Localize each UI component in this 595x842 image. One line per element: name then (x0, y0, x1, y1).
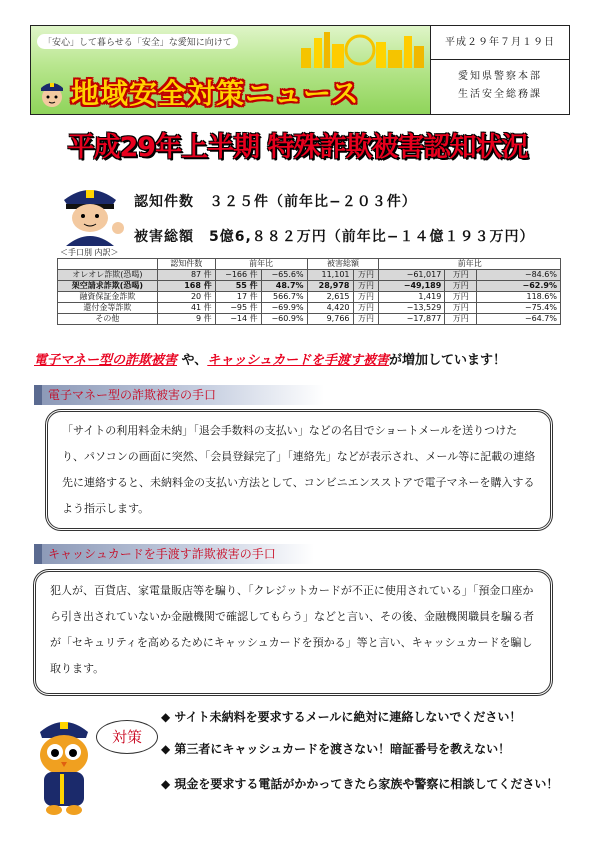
table-cell-pct: −69.9% (261, 303, 307, 314)
org-line-1: 愛知県警察本部 (458, 71, 542, 82)
police-mascot-icon (39, 78, 65, 108)
table-row (58, 270, 561, 281)
table-cell-apct: 118.6% (477, 292, 561, 303)
table-cell-aunit: 万円 (445, 314, 477, 325)
table-header-row (58, 259, 561, 270)
section-title-emoney: 電子マネー型の詐欺被害の手口 (34, 385, 324, 405)
table-cell-count: 168 件 (157, 281, 215, 292)
table-row (58, 292, 561, 303)
tip-cashcard: ◆ 第三者にキャッシュカードを渡さない！暗証番号を教えない！ (161, 742, 511, 756)
header-banner (31, 26, 431, 114)
table-cell-name: 融資保証金詐欺 (58, 292, 158, 303)
alert-line (34, 349, 506, 368)
fraud-breakdown-table (57, 258, 561, 325)
table-cell-amount: 28,978 (307, 281, 353, 292)
tagline: 「安心」して暮らせる「安全」な愛知に向けて (37, 34, 238, 49)
damage-total-summary: 被害総額 5億6,８８２万円（前年比−１４億１９３万円） (134, 229, 535, 245)
table-cell-count: 87 件 (157, 270, 215, 281)
table-cell-unit: 万円 (353, 270, 379, 281)
table-cell-unit: 万円 (353, 314, 379, 325)
table-cell-name: 架空請求詐欺(恐喝) (58, 281, 158, 292)
table-cell-pct: 566.7% (261, 292, 307, 303)
table-cell-unit: 万円 (353, 281, 379, 292)
table-cell-name: その他 (58, 314, 158, 325)
table-cell-adiff: −13,529 (379, 303, 445, 314)
alert-suffix: が増加しています！ (389, 353, 507, 368)
table-cell-aunit: 万円 (445, 303, 477, 314)
table-cell-diff: 55 件 (215, 281, 261, 292)
column-header: 前年比 (379, 259, 561, 270)
table-cell-count: 20 件 (157, 292, 215, 303)
case-count-summary: 認知件数 ３２５件（前年比−２０３件） (134, 194, 417, 210)
table-cell-apct: −64.7% (477, 314, 561, 325)
header-info (431, 26, 569, 114)
issue-date: 平成２９年７月１９日 (431, 26, 569, 60)
alert-cashcard: キャッシュカードを手渡す被害 (207, 353, 390, 368)
table-cell-adiff: −61,017 (379, 270, 445, 281)
table-cell-adiff: 1,419 (379, 292, 445, 303)
page-title: 平成29年上半期 特殊詐欺被害認知状況 (67, 132, 528, 163)
city-skyline-icon (296, 28, 426, 68)
table-cell-amount: 11,101 (307, 270, 353, 281)
table-cell-amount: 9,766 (307, 314, 353, 325)
news-title: 地域安全対策ニュース (71, 77, 360, 110)
table-cell-diff: −95 件 (215, 303, 261, 314)
alert-connector: や、 (177, 353, 208, 368)
issuing-organization (431, 68, 569, 104)
table-cell-pct: 48.7% (261, 281, 307, 292)
table-cell-apct: −84.6% (477, 270, 561, 281)
section-title-cashcard: キャッシュカードを手渡す詐欺被害の手口 (34, 544, 314, 564)
table-cell-amount: 4,420 (307, 303, 353, 314)
table-cell-aunit: 万円 (445, 270, 477, 281)
table-cell-unit: 万円 (353, 292, 379, 303)
tip-phone: ◆ 現金を要求する電話がかかってきたら家族や警察に相談してください！ (161, 777, 559, 791)
table-cell-apct: −75.4% (477, 303, 561, 314)
emoney-method-box: 「サイトの利用料金未納」「退会手数料の支払い」などの名目でショートメールを送りつけたり、パソコンの画面に突然、「会員登録完了」「連絡先」などが表示され、メール等に記載の連絡先に連絡すると、未納料金の支払い方法として、コンビニエンスストアで電子マネーを購入するよう指示します。 (45, 409, 553, 531)
table-cell-amount: 2,615 (307, 292, 353, 303)
table-cell-aunit: 万円 (445, 292, 477, 303)
countermeasure-bubble: 対策 (96, 720, 158, 754)
alert-emoney: 電子マネー型の詐欺被害 (34, 353, 178, 368)
org-line-2: 生活安全総務課 (458, 89, 542, 100)
table-cell-adiff: −17,877 (379, 314, 445, 325)
column-header (58, 259, 158, 270)
newsletter-header (30, 25, 570, 115)
table-cell-adiff: −49,189 (379, 281, 445, 292)
table-row (58, 314, 561, 325)
column-header: 被害総額 (307, 259, 379, 270)
column-header: 前年比 (215, 259, 307, 270)
table-cell-name: オレオレ詐欺(恐喝) (58, 270, 158, 281)
table-row (58, 303, 561, 314)
table-body (58, 270, 561, 325)
table-cell-diff: 17 件 (215, 292, 261, 303)
table-cell-diff: −166 件 (215, 270, 261, 281)
table-cell-pct: −60.9% (261, 314, 307, 325)
table-cell-pct: −65.6% (261, 270, 307, 281)
tip-email: ◆ サイト未納料を要求するメールに絶対に連絡しないでください！ (161, 710, 522, 724)
table-cell-name: 還付金等詐欺 (58, 303, 158, 314)
table-cell-aunit: 万円 (445, 281, 477, 292)
table-cell-count: 9 件 (157, 314, 215, 325)
table-row (58, 281, 561, 292)
police-officer-icon (50, 178, 130, 246)
table-caption: ＜手口別 内訳＞ (60, 248, 119, 257)
cashcard-method-box: 犯人が、百貨店、家電量販店等を騙り、「クレジットカードが不正に使用されている」「預金口座から引き出されていないか金融機関で確認してもらう」などと言い、その後、金融機関職員を騙る者が「セキュリティを高めるためにキャッシュカードを預かる」等と言い、キャッシュカードを騙し取ります。 (33, 569, 553, 696)
column-header: 認知件数 (157, 259, 215, 270)
table-cell-count: 41 件 (157, 303, 215, 314)
owl-police-mascot-icon (34, 710, 94, 820)
table-cell-diff: −14 件 (215, 314, 261, 325)
table-cell-apct: −62.9% (477, 281, 561, 292)
table-cell-unit: 万円 (353, 303, 379, 314)
